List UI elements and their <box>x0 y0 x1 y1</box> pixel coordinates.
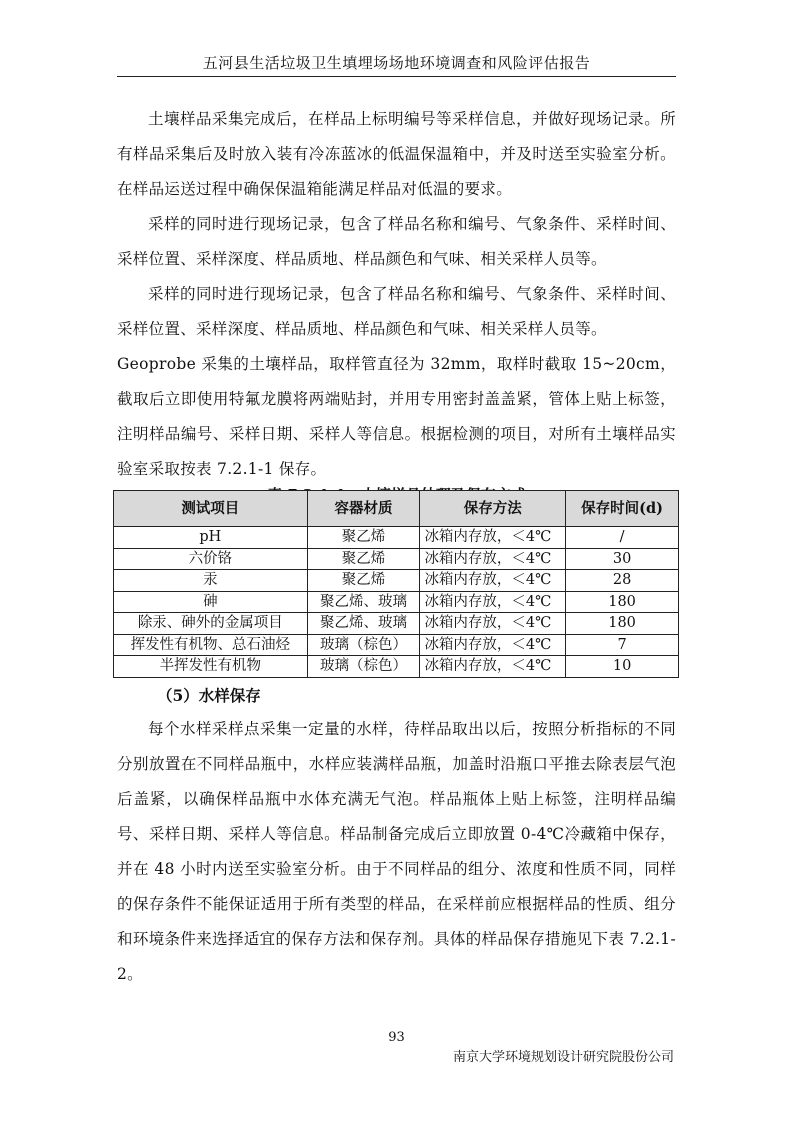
cell-test-item: 汞 <box>114 570 308 592</box>
table-row <box>114 527 679 549</box>
table-row <box>114 656 679 678</box>
cell-duration: / <box>566 527 679 549</box>
header-test-item: 测试项目 <box>114 491 308 527</box>
table-row <box>114 613 679 635</box>
table-header-row <box>114 491 679 527</box>
cell-container: 玻璃（棕色） <box>307 656 420 678</box>
cell-container: 聚乙烯 <box>307 548 420 570</box>
cell-duration: 7 <box>566 634 679 656</box>
cell-duration: 180 <box>566 613 679 635</box>
cell-method: 冰箱内存放，＜4℃ <box>420 634 566 656</box>
page-number: 93 <box>388 1030 405 1045</box>
cell-duration: 180 <box>566 591 679 613</box>
cell-test-item: 砷 <box>114 591 308 613</box>
cell-method: 冰箱内存放，＜4℃ <box>420 548 566 570</box>
header-duration: 保存时间(d) <box>566 491 679 527</box>
cell-duration: 10 <box>566 656 679 678</box>
cell-test-item: 挥发性有机物、总石油烃 <box>114 634 308 656</box>
soil-preservation-table <box>113 490 679 678</box>
cell-method: 冰箱内存放，＜4℃ <box>420 570 566 592</box>
body-top <box>117 102 676 507</box>
cell-method: 冰箱内存放，＜4℃ <box>420 527 566 549</box>
cell-method: 冰箱内存放，＜4℃ <box>420 613 566 635</box>
section-heading-water-sample: （5）水样保存 <box>157 686 261 705</box>
cell-test-item: 六价铬 <box>114 548 308 570</box>
cell-container: 玻璃（棕色） <box>307 634 420 656</box>
header-rule <box>117 76 676 77</box>
table-row <box>114 634 679 656</box>
cell-test-item: 除汞、砷外的金属项目 <box>114 613 308 635</box>
paragraph-sample-labeling: 土壤样品采集完成后，在样品上标明编号等采样信息，并做好现场记录。所有样品采集后及时放入装有冷冻蓝冰的低温保温箱中，并及时送至实验室分析。在样品运送过程中确保保温箱能满足样品对低温的要求。 <box>117 110 676 198</box>
header-container: 容器材质 <box>307 491 420 527</box>
cell-duration: 28 <box>566 570 679 592</box>
cell-test-item: pH <box>114 527 308 549</box>
paragraph-geoprobe: Geoprobe 采集的土壤样品，取样管直径为 32mm，取样时截取 15~20cm，截取后立即使用特氟龙膜将两端贴封，并用专用密封盖盖紧，管体上贴上标签，注明样品编号、采样日期、采样人等信息。根据检测的项目，对所有土壤样品实验室采取按表 7.2.1-1 保存。 <box>117 355 676 478</box>
table-row <box>114 591 679 613</box>
cell-container: 聚乙烯、玻璃 <box>307 591 420 613</box>
cell-container: 聚乙烯 <box>307 570 420 592</box>
footer-org: 南京大学环境规划设计研究院股份公司 <box>452 1050 674 1065</box>
page-header: 五河县生活垃圾卫生填埋场场地环境调查和风险评估报告 <box>202 54 591 72</box>
paragraph-field-record-1: 采样的同时进行现场记录，包含了样品名称和编号、气象条件、采样时间、采样位置、采样深度、样品质地、样品颜色和气味、相关采样人员等。 <box>117 215 676 268</box>
cell-method: 冰箱内存放，＜4℃ <box>420 656 566 678</box>
cell-container: 聚乙烯 <box>307 527 420 549</box>
header-method: 保存方法 <box>420 491 566 527</box>
cell-test-item: 半挥发性有机物 <box>114 656 308 678</box>
cell-container: 聚乙烯、玻璃 <box>307 613 420 635</box>
cell-duration: 30 <box>566 548 679 570</box>
cell-method: 冰箱内存放，＜4℃ <box>420 591 566 613</box>
table-row <box>114 548 679 570</box>
table-row <box>114 570 679 592</box>
body-bottom <box>117 712 676 992</box>
paragraph-field-record-2: 采样的同时进行现场记录，包含了样品名称和编号、气象条件、采样时间、采样位置、采样深度、样品质地、样品颜色和气味、相关采样人员等。 <box>117 285 676 338</box>
paragraph-water-sample: 每个水样采样点采集一定量的水样，待样品取出以后，按照分析指标的不同分别放置在不同样品瓶中，水样应装满样品瓶，加盖时沿瓶口平推去除表层气泡后盖紧，以确保样品瓶中水体充满无气泡。样品瓶体上贴上标签，注明样品编号、采样日期、采样人等信息。样品制备完成后立即放置 0-4℃冷藏箱中保存，并在 48 小时内送至实验室分析。由于不同样品的组分、浓度和性质不同，同样的保存条件不能保证适用于所有类型的样品，在采样前应根据样品的性质、组分和环境条件来选择适宜的保存方法和保存剂。具体的样品保存措施见下表 7.2.1-2。 <box>117 720 676 983</box>
